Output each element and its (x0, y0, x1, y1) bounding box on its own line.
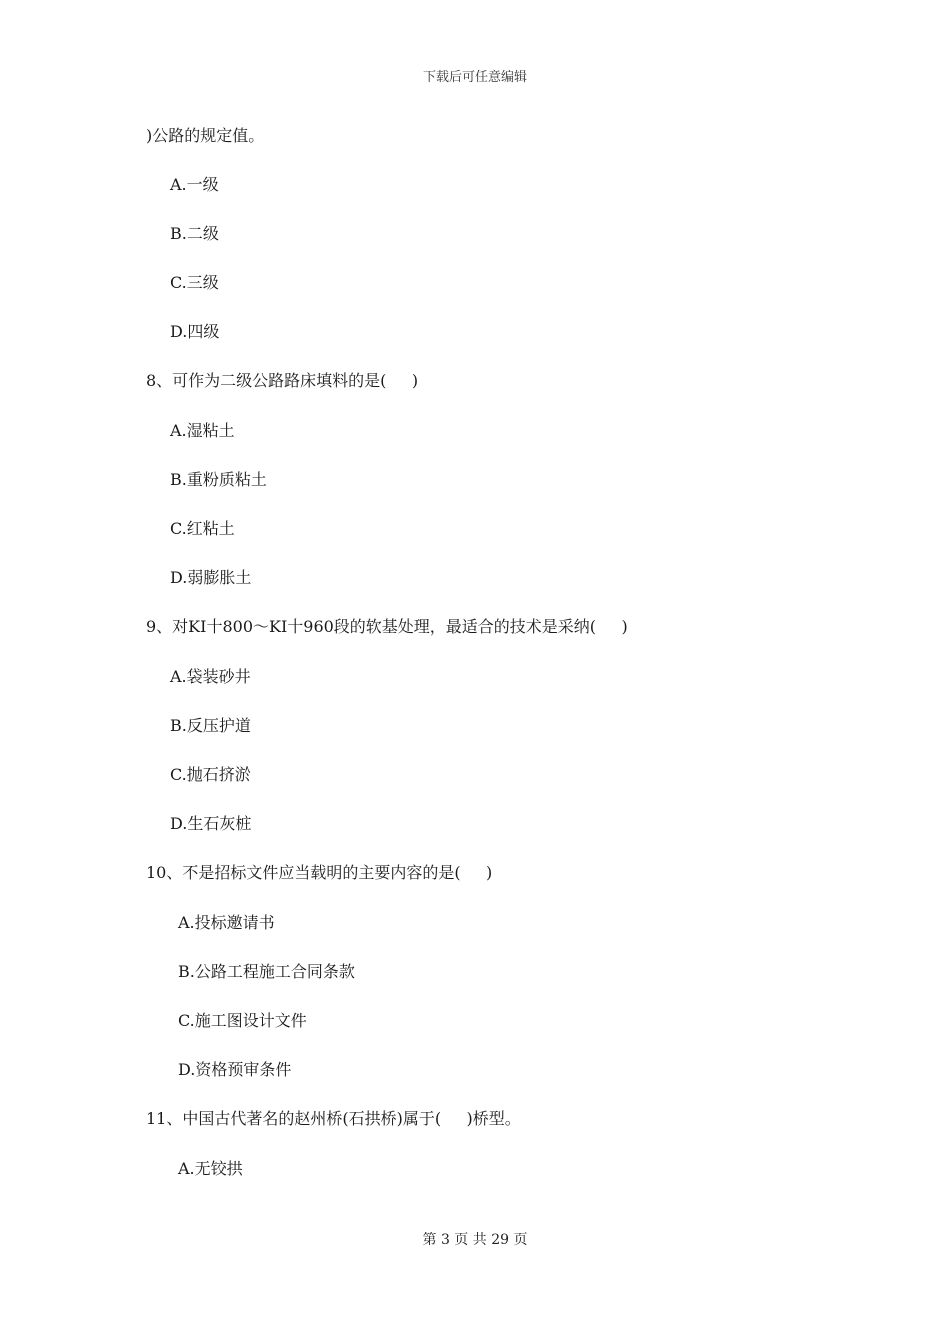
question-9: 9、对KI十800～KI十960段的软基处理，最适合的技术是采纳( ) (146, 617, 628, 636)
option-b: B.反压护道 (170, 716, 251, 735)
option-a: A.袋装砂井 (170, 667, 251, 686)
page-header: 下载后可任意编辑 (422, 70, 527, 85)
option-d: D.资格预审条件 (178, 1060, 292, 1079)
option-d: D.四级 (170, 322, 220, 341)
option-a: A.投标邀请书 (178, 913, 275, 932)
option-a: A.一级 (170, 175, 219, 194)
option-b: B.公路工程施工合同条款 (178, 962, 355, 981)
option-d: D.弱膨胀土 (170, 568, 252, 587)
option-c: C.红粘土 (170, 519, 235, 538)
option-a: A.无铰拱 (178, 1159, 243, 1178)
question-10: 10、不是招标文件应当载明的主要内容的是( ) (146, 863, 493, 882)
question-continuation: )公路的规定值。 (146, 126, 265, 145)
option-d: D.生石灰桩 (170, 814, 252, 833)
option-b: B.重粉质粘土 (170, 470, 267, 489)
question-8: 8、可作为二级公路路床填料的是( ) (146, 371, 419, 390)
page-footer: 第 3 页 共 29 页 (422, 1232, 528, 1248)
option-a: A.湿粘土 (170, 421, 235, 440)
option-c: C.三级 (170, 273, 219, 292)
question-11: 11、中国古代著名的赵州桥(石拱桥)属于( )桥型。 (146, 1109, 521, 1128)
option-c: C.施工图设计文件 (178, 1011, 307, 1030)
option-c: C.抛石挤淤 (170, 765, 251, 784)
option-b: B.二级 (170, 224, 219, 243)
